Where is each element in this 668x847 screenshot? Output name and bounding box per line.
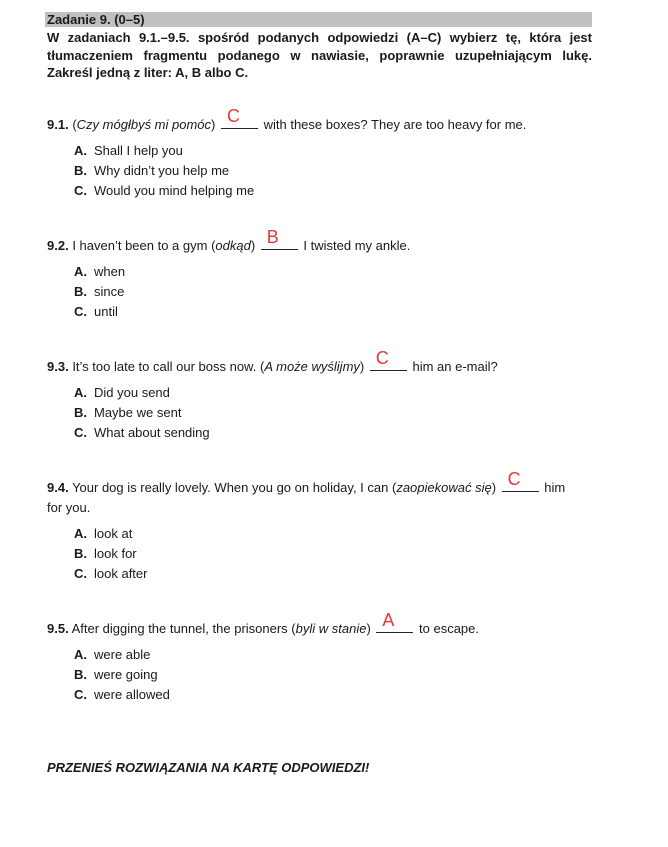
option-text: Did you send	[94, 385, 170, 400]
question-text-after: with these boxes? They are too heavy for me.	[259, 117, 527, 132]
option-text: when	[94, 264, 126, 279]
option-b[interactable]	[74, 665, 607, 685]
answer-blank[interactable]	[221, 106, 258, 129]
option-letter: A.	[74, 385, 87, 400]
option-text: Would you mind helping me	[94, 183, 255, 198]
question-text: 9.2. I haven’t been to a gym (odkąd) B I twisted my ankle.	[47, 227, 411, 253]
option-text: look at	[94, 526, 133, 541]
polish-hint: A może wyślijmy	[264, 359, 360, 374]
option-c[interactable]	[74, 181, 607, 201]
answer-blank[interactable]	[370, 348, 407, 371]
option-a[interactable]	[74, 262, 607, 282]
option-text: look after	[94, 566, 148, 581]
option-text: since	[94, 284, 125, 299]
option-b[interactable]	[74, 544, 607, 564]
option-letter: B.	[74, 284, 87, 299]
option-letter: A.	[74, 647, 87, 662]
option-letter: A.	[74, 143, 87, 158]
question-9-3	[47, 348, 607, 443]
option-a[interactable]	[74, 383, 607, 403]
question-text: 9.4. Your dog is really lovely. When you go on holiday, I can (zaopiekować się) C him for you.	[47, 469, 566, 515]
option-text: until	[94, 304, 118, 319]
option-a[interactable]	[74, 524, 607, 544]
answer-options	[47, 645, 607, 705]
polish-hint: zaopiekować się	[396, 480, 492, 495]
task-instructions: W zadaniach 9.1.–9.5. spośród podanych odpowiedzi (A–C) wybierz tę, która jest tłumaczeniem fragmentu podanego w nawiasie, poprawnie uzupełniającym lukę. Zakreśl jedną z liter: A, B albo C.	[47, 30, 592, 80]
question-number: 9.4.	[47, 480, 69, 495]
question-text-before: I haven’t been to a gym	[72, 238, 212, 253]
option-letter: C.	[74, 183, 87, 198]
handwritten-answer: C	[375, 348, 389, 368]
question-text: 9.3. It’s too late to call our boss now. (A może wyślijmy) C him an e-mail?	[47, 348, 498, 374]
answer-options	[47, 383, 607, 443]
question-number: 9.2.	[47, 238, 69, 253]
option-b[interactable]	[74, 161, 607, 181]
question-number: 9.5.	[47, 621, 69, 636]
polish-hint: odkąd	[215, 238, 251, 253]
option-letter: C.	[74, 304, 87, 319]
option-letter: B.	[74, 546, 87, 561]
question-text-before: Your dog is really lovely. When you go on holiday, I can	[72, 480, 392, 495]
handwritten-answer: C	[226, 106, 240, 126]
task-header: Zadanie 9. (0–5)	[45, 12, 592, 27]
option-c[interactable]	[74, 564, 607, 584]
option-b[interactable]	[74, 282, 607, 302]
question-text-after: to escape.	[415, 621, 480, 636]
question-text-after: him for you.	[47, 480, 566, 515]
question-9-4	[47, 469, 607, 584]
option-text: What about sending	[94, 425, 210, 440]
option-letter: C.	[74, 566, 87, 581]
option-a[interactable]	[74, 141, 607, 161]
option-text: Shall I help you	[94, 143, 183, 158]
question-9-5	[47, 610, 607, 705]
question-number: 9.1.	[47, 117, 69, 132]
option-text: Why didn’t you help me	[94, 163, 230, 178]
question-text-after: I twisted my ankle.	[299, 238, 411, 253]
option-a[interactable]	[74, 645, 607, 665]
option-letter: A.	[74, 264, 87, 279]
option-b[interactable]	[74, 403, 607, 423]
option-letter: C.	[74, 425, 87, 440]
handwritten-answer: A	[382, 610, 395, 630]
answer-options	[47, 141, 607, 201]
option-text: were allowed	[94, 687, 170, 702]
answer-blank[interactable]	[376, 610, 413, 633]
option-c[interactable]	[74, 302, 607, 322]
answer-options	[47, 524, 607, 584]
question-text-before: After digging the tunnel, the prisoners	[71, 621, 292, 636]
option-text: were going	[94, 667, 158, 682]
option-letter: B.	[74, 163, 87, 178]
handwritten-answer: B	[266, 227, 279, 247]
answer-options	[47, 262, 607, 322]
polish-hint: Czy mógłbyś mi pomóc	[76, 117, 212, 132]
option-text: look for	[94, 546, 137, 561]
transfer-answers-note: PRZENIEŚ ROZWIĄZANIA NA KARTĘ ODPOWIEDZI!	[47, 760, 370, 775]
option-text: were able	[94, 647, 151, 662]
option-letter: C.	[74, 687, 87, 702]
question-number: 9.3.	[47, 359, 69, 374]
question-text-before: It’s too late to call our boss now.	[72, 359, 260, 374]
option-text: Maybe we sent	[94, 405, 182, 420]
question-text-after: him an e-mail?	[408, 359, 498, 374]
question-text: 9.1. (Czy mógłbyś mi pomóc) C with these boxes? They are too heavy for me.	[47, 106, 527, 132]
question-text: 9.5. After digging the tunnel, the prisoners (byli w stanie) A to escape.	[47, 610, 480, 636]
polish-hint: byli w stanie	[295, 621, 367, 636]
option-c[interactable]	[74, 685, 607, 705]
answer-blank[interactable]	[502, 469, 539, 492]
answer-blank[interactable]	[261, 227, 298, 250]
option-letter: A.	[74, 526, 87, 541]
option-letter: B.	[74, 667, 87, 682]
question-9-1	[47, 106, 607, 201]
handwritten-answer: C	[507, 469, 521, 489]
question-9-2	[47, 227, 607, 322]
option-c[interactable]	[74, 423, 607, 443]
option-letter: B.	[74, 405, 87, 420]
